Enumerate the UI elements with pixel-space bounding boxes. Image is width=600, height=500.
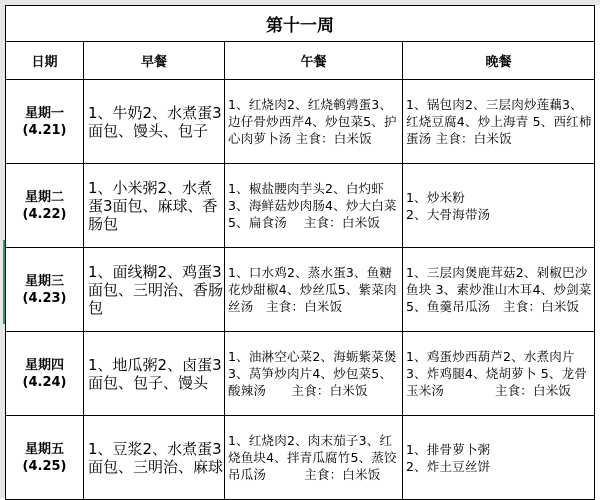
header-date[interactable]: 日期 (6, 42, 84, 80)
dinner-cell[interactable]: 1、炒米粉 2、大骨海带汤 (403, 164, 595, 248)
table-row (6, 164, 595, 248)
date-cell[interactable] (6, 80, 84, 164)
dinner-cell[interactable]: 1、锅包肉2、三层肉炒莲藕3、红烧豆腐4、炒上海青 5、西红柿蛋汤 主食：白米饭 (403, 80, 595, 164)
lunch-cell[interactable]: 1、口水鸡2、蒸水蛋3、鱼糖花炒甜椒4、炒丝瓜5、紫菜肉丝汤 主食：白米饭 (225, 248, 403, 332)
date-label: (4.23) (22, 290, 67, 306)
dinner-cell[interactable]: 1、排骨萝卜粥 2、炸土豆丝饼 (403, 416, 595, 500)
day-label: 星期三 (24, 273, 64, 289)
date-label: (4.22) (22, 206, 67, 222)
breakfast-cell[interactable]: 1、地瓜粥2、卤蛋3面包、包子、馒头 (84, 332, 225, 416)
date-label: (4.25) (22, 458, 67, 474)
header-breakfast[interactable]: 早餐 (84, 42, 225, 80)
date-cell[interactable] (6, 164, 84, 248)
header-dinner[interactable]: 晚餐 (403, 42, 595, 80)
date-cell[interactable] (6, 332, 84, 416)
day-label: 星期五 (24, 441, 64, 457)
weekly-menu-table (5, 5, 595, 500)
day-label: 星期一 (24, 105, 64, 121)
breakfast-cell[interactable]: 1、牛奶2、水煮蛋3面包、馒头、包子 (84, 80, 225, 164)
lunch-cell[interactable]: 1、红烧肉2、肉末茄子3、红烧鱼块4、拌青瓜腐竹5、蒸饺吊瓜汤 主食：白米饭 (225, 416, 403, 500)
table-row (6, 332, 595, 416)
lunch-cell[interactable]: 1、椒盐腰肉芋头2、白灼虾3、海鲜菇炒肉肠4、炒大白菜5、扁食汤 主食：白米饭 (225, 164, 403, 248)
date-cell[interactable] (6, 248, 84, 332)
lunch-cell[interactable]: 1、红烧肉2、红烧鹌鹑蛋3、边仔骨炒西芹4、炒包菜5、护心肉萝卜汤 主食：白米饭 (225, 80, 403, 164)
day-label: 星期二 (24, 189, 64, 205)
day-label: 星期四 (24, 357, 64, 373)
header-lunch[interactable]: 午餐 (225, 42, 403, 80)
date-label: (4.24) (22, 374, 67, 390)
table-row (6, 248, 595, 332)
week-title[interactable]: 第十一周 (6, 6, 595, 42)
lunch-cell[interactable]: 1、油淋空心菜2、海蛎紫菜煲3、莴笋炒肉片4、炒包菜5、酸辣汤 主食：白米饭 (225, 332, 403, 416)
table-row (6, 416, 595, 500)
date-label: (4.21) (22, 122, 67, 138)
breakfast-cell[interactable]: 1、豆浆2、水煮蛋3面包、三明治、麻球 (84, 416, 225, 500)
dinner-cell[interactable]: 1、三层肉煲鹿茸菇2、剁椒巴沙鱼块 3、素炒淮山木耳4、炒剑菜 5、鱼羹吊瓜汤 主食：白米饭 (403, 248, 595, 332)
date-cell[interactable] (6, 416, 84, 500)
breakfast-cell[interactable]: 1、小米粥2、水煮蛋3面包、麻球、香肠包 (84, 164, 225, 248)
table-row (6, 80, 595, 164)
breakfast-cell[interactable]: 1、面线糊2、鸡蛋3面包、三明治、香肠包 (84, 248, 225, 332)
dinner-cell[interactable]: 1、鸡蛋炒西葫芦2、水煮肉片 3、炸鸡腿4、烧胡萝卜 5、龙骨玉米汤 主食：白米饭 (403, 332, 595, 416)
